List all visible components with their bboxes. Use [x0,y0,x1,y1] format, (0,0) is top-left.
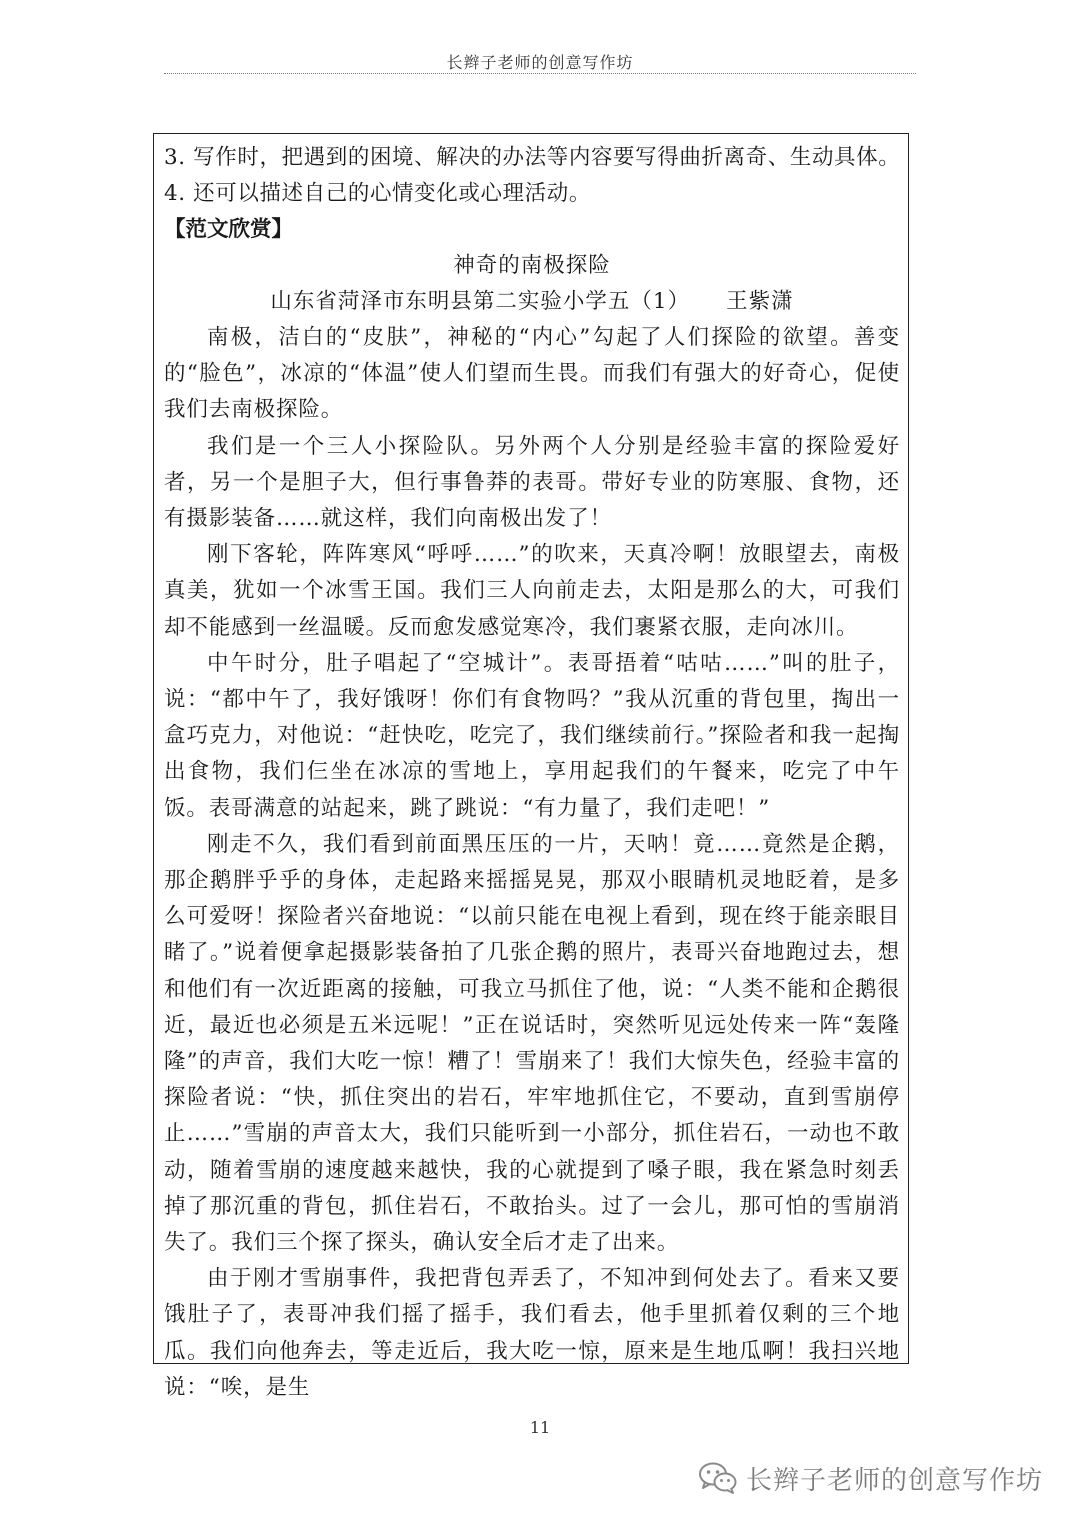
essay-title: 神奇的南极探险 [453,253,611,278]
essay-byline [164,284,900,320]
essay-paragraph: 南极，洁白的“皮肤”，神秘的“内心”勾起了人们探险的欲望。善变的“脸色”，冰凉的“体温”使人们望而生畏。而我们有强大的好奇心，促使我们去南极探险。 [164,325,900,423]
section-title: 【范文欣赏】 [164,217,294,242]
essay-school: 山东省菏泽市东明县第二实验小学五（1） [270,289,691,314]
watermark [698,1455,1043,1501]
header-title: 长辫子老师的创意写作坊 [446,53,634,72]
essay-paragraph: 刚下客轮，阵阵寒风“呼呼……”的吹来，天真冷啊！放眼望去，南极真美，犹如一个冰雪王国。我们三人向前走去，太阳是那么的大，可我们却不能感到一丝温暖。反而愈发感觉寒冷，我们裹紧衣服，走向冰川。 [164,542,900,640]
content-box [153,133,909,1400]
essay-paragraph: 刚走不久，我们看到前面黑压压的一片，天呐！竟……竟然是企鹅，那企鹅胖乎乎的身体，走起路来摇摇晃晃，那双小眼睛机灵地眨着，是多么可爱呀！探险者兴奋地说：“以前只能在电视上看到，现在终于能亲眼目睹了。”说着便拿起摄影装备拍了几张企鹅的照片，表哥兴奋地跑过去，想和他们有一次近距离的接触，可我立马抓住了他，说：“人类不能和企鹅很近，最近也必须是五米远呢！”正在说话时，突然听见远处传来一阵“轰隆隆”的声音，我们大吃一惊！糟了！雪崩来了！我们大惊失色，经验丰富的探险者说：“快，抓住突出的岩石，牢牢地抓住它，不要动，直到雪崩停止……”雪崩的声音太大，我们只能听到一小部分，抓住岩石，一动也不敢动，随着雪崩的速度越来越快，我的心就提到了嗓子眼，我在紧急时刻丢掉了那沉重的背包，抓住岩石，不敢抬头。过了一会儿，那可怕的雪崩消失了。我们三个探了探头，确认安全后才走了出来。 [164,831,900,1256]
tip-item-4: 4. 还可以描述自己的心情变化或心理活动。 [164,181,591,206]
essay-paragraph: 我们是一个三人小探险队。另外两个人分别是经验丰富的探险爱好者，另一个是胆子大，但行事鲁莽的表哥。带好专业的防寒服、食物，还有摄影装备……就这样，我们向南极出发了！ [164,433,900,532]
tip-item-3: 3. 写作时，把遇到的困境、解决的办法等内容要写得曲折离奇、生动具体。 [164,145,901,170]
essay-paragraph: 中午时分，肚子唱起了“空城计”。表哥捂着“咕咕……”叫的肚子，说：“都中午了，我好饿呀！你们有食物吗？”我从沉重的背包里，掏出一盒巧克力，对他说：“赶快吃，吃完了，我们继续前行。”探险者和我一起掏出食物，我们仨坐在冰凉的雪地上，享用起我们的午餐来，吃完了中午饭。表哥满意的站起来，跳了跳说：“有力量了，我们走吧！” [164,650,900,821]
page-number: 11 [529,1418,551,1437]
wechat-icon [698,1461,738,1495]
essay-author: 王紫潇 [726,289,794,314]
header-divider [164,73,916,74]
essay-paragraph: 由于刚才雪崩事件，我把背包弄丢了，不知冲到何处去了。看来又要饿肚子了，表哥冲我们摇了摇手，我们看去，他手里抓着仅剩的三个地瓜。我们向他奔去，等走近后，我大吃一惊，原来是生地瓜啊！我扫兴地说：“唉，是生 [164,1266,900,1400]
watermark-text: 长辫子老师的创意写作坊 [746,1465,1044,1496]
